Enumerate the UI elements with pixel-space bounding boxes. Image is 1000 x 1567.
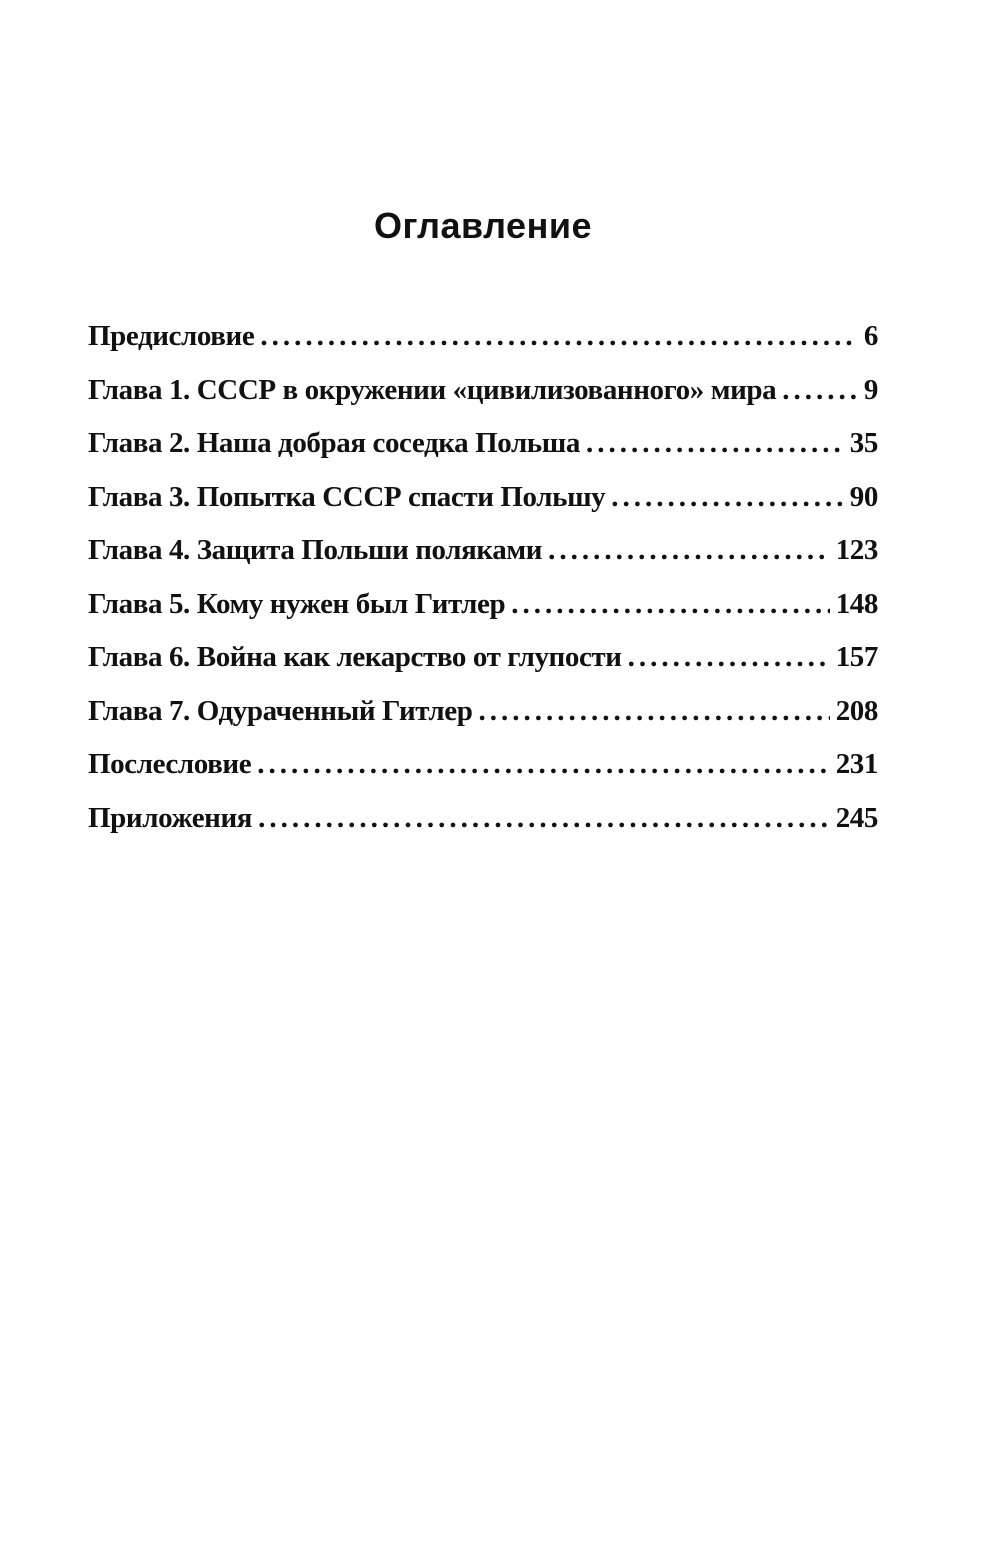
toc-entry-chapter-6[interactable] [88, 631, 878, 685]
toc-entry-chapter-7[interactable] [88, 685, 878, 739]
dot-leader [548, 524, 830, 578]
dot-leader [478, 685, 829, 739]
toc-entry-afterword[interactable] [88, 738, 878, 792]
toc-entry-chapter-5[interactable] [88, 578, 878, 632]
toc-page-number: 245 [835, 801, 878, 834]
toc-entry-chapter-4[interactable] [88, 524, 878, 578]
toc-entry-title: Приложения [88, 801, 253, 834]
dot-leader [586, 417, 844, 471]
table-of-contents [88, 310, 878, 845]
toc-heading: Оглавление [374, 205, 592, 246]
toc-entry-title: Глава 6. Война как лекарство от глупости [88, 641, 622, 673]
toc-page-number: 157 [835, 641, 878, 673]
toc-entry-title: Предисловие [88, 320, 255, 352]
toc-entry-title: Послесловие [88, 748, 252, 780]
toc-page-number: 231 [835, 748, 878, 780]
dot-leader [257, 738, 830, 792]
toc-page-number: 35 [849, 427, 878, 459]
toc-page-number: 6 [863, 320, 878, 352]
dot-leader [258, 792, 830, 846]
dot-leader [260, 310, 858, 364]
toc-entry-chapter-2[interactable] [88, 417, 878, 471]
toc-entry-title: Глава 2. Наша добрая соседка Польша [88, 427, 580, 459]
toc-entry-chapter-1[interactable] [88, 364, 878, 418]
toc-entry-appendices[interactable] [88, 792, 878, 846]
toc-page-number: 123 [835, 534, 878, 566]
toc-entry-title: Глава 1. СССР в окружении «цивилизованного» мира [88, 373, 777, 406]
toc-page-number: 90 [849, 480, 878, 513]
dot-leader [511, 578, 829, 632]
dot-leader [628, 631, 830, 685]
toc-page-number: 9 [863, 373, 878, 406]
toc-entry-title: Глава 5. Кому нужен был Гитлер [88, 587, 506, 620]
dot-leader [782, 364, 858, 418]
toc-page-number: 148 [835, 587, 878, 620]
toc-page-number: 208 [835, 694, 878, 727]
toc-entry-title: Глава 3. Попытка СССР спасти Польшу [88, 480, 606, 513]
toc-entry-chapter-3[interactable] [88, 471, 878, 525]
toc-entry-title: Глава 7. Одураченный Гитлер [88, 694, 473, 727]
toc-entry-preface[interactable] [88, 310, 878, 364]
dot-leader [611, 471, 844, 525]
toc-entry-title: Глава 4. Защита Польши поляками [88, 534, 543, 566]
